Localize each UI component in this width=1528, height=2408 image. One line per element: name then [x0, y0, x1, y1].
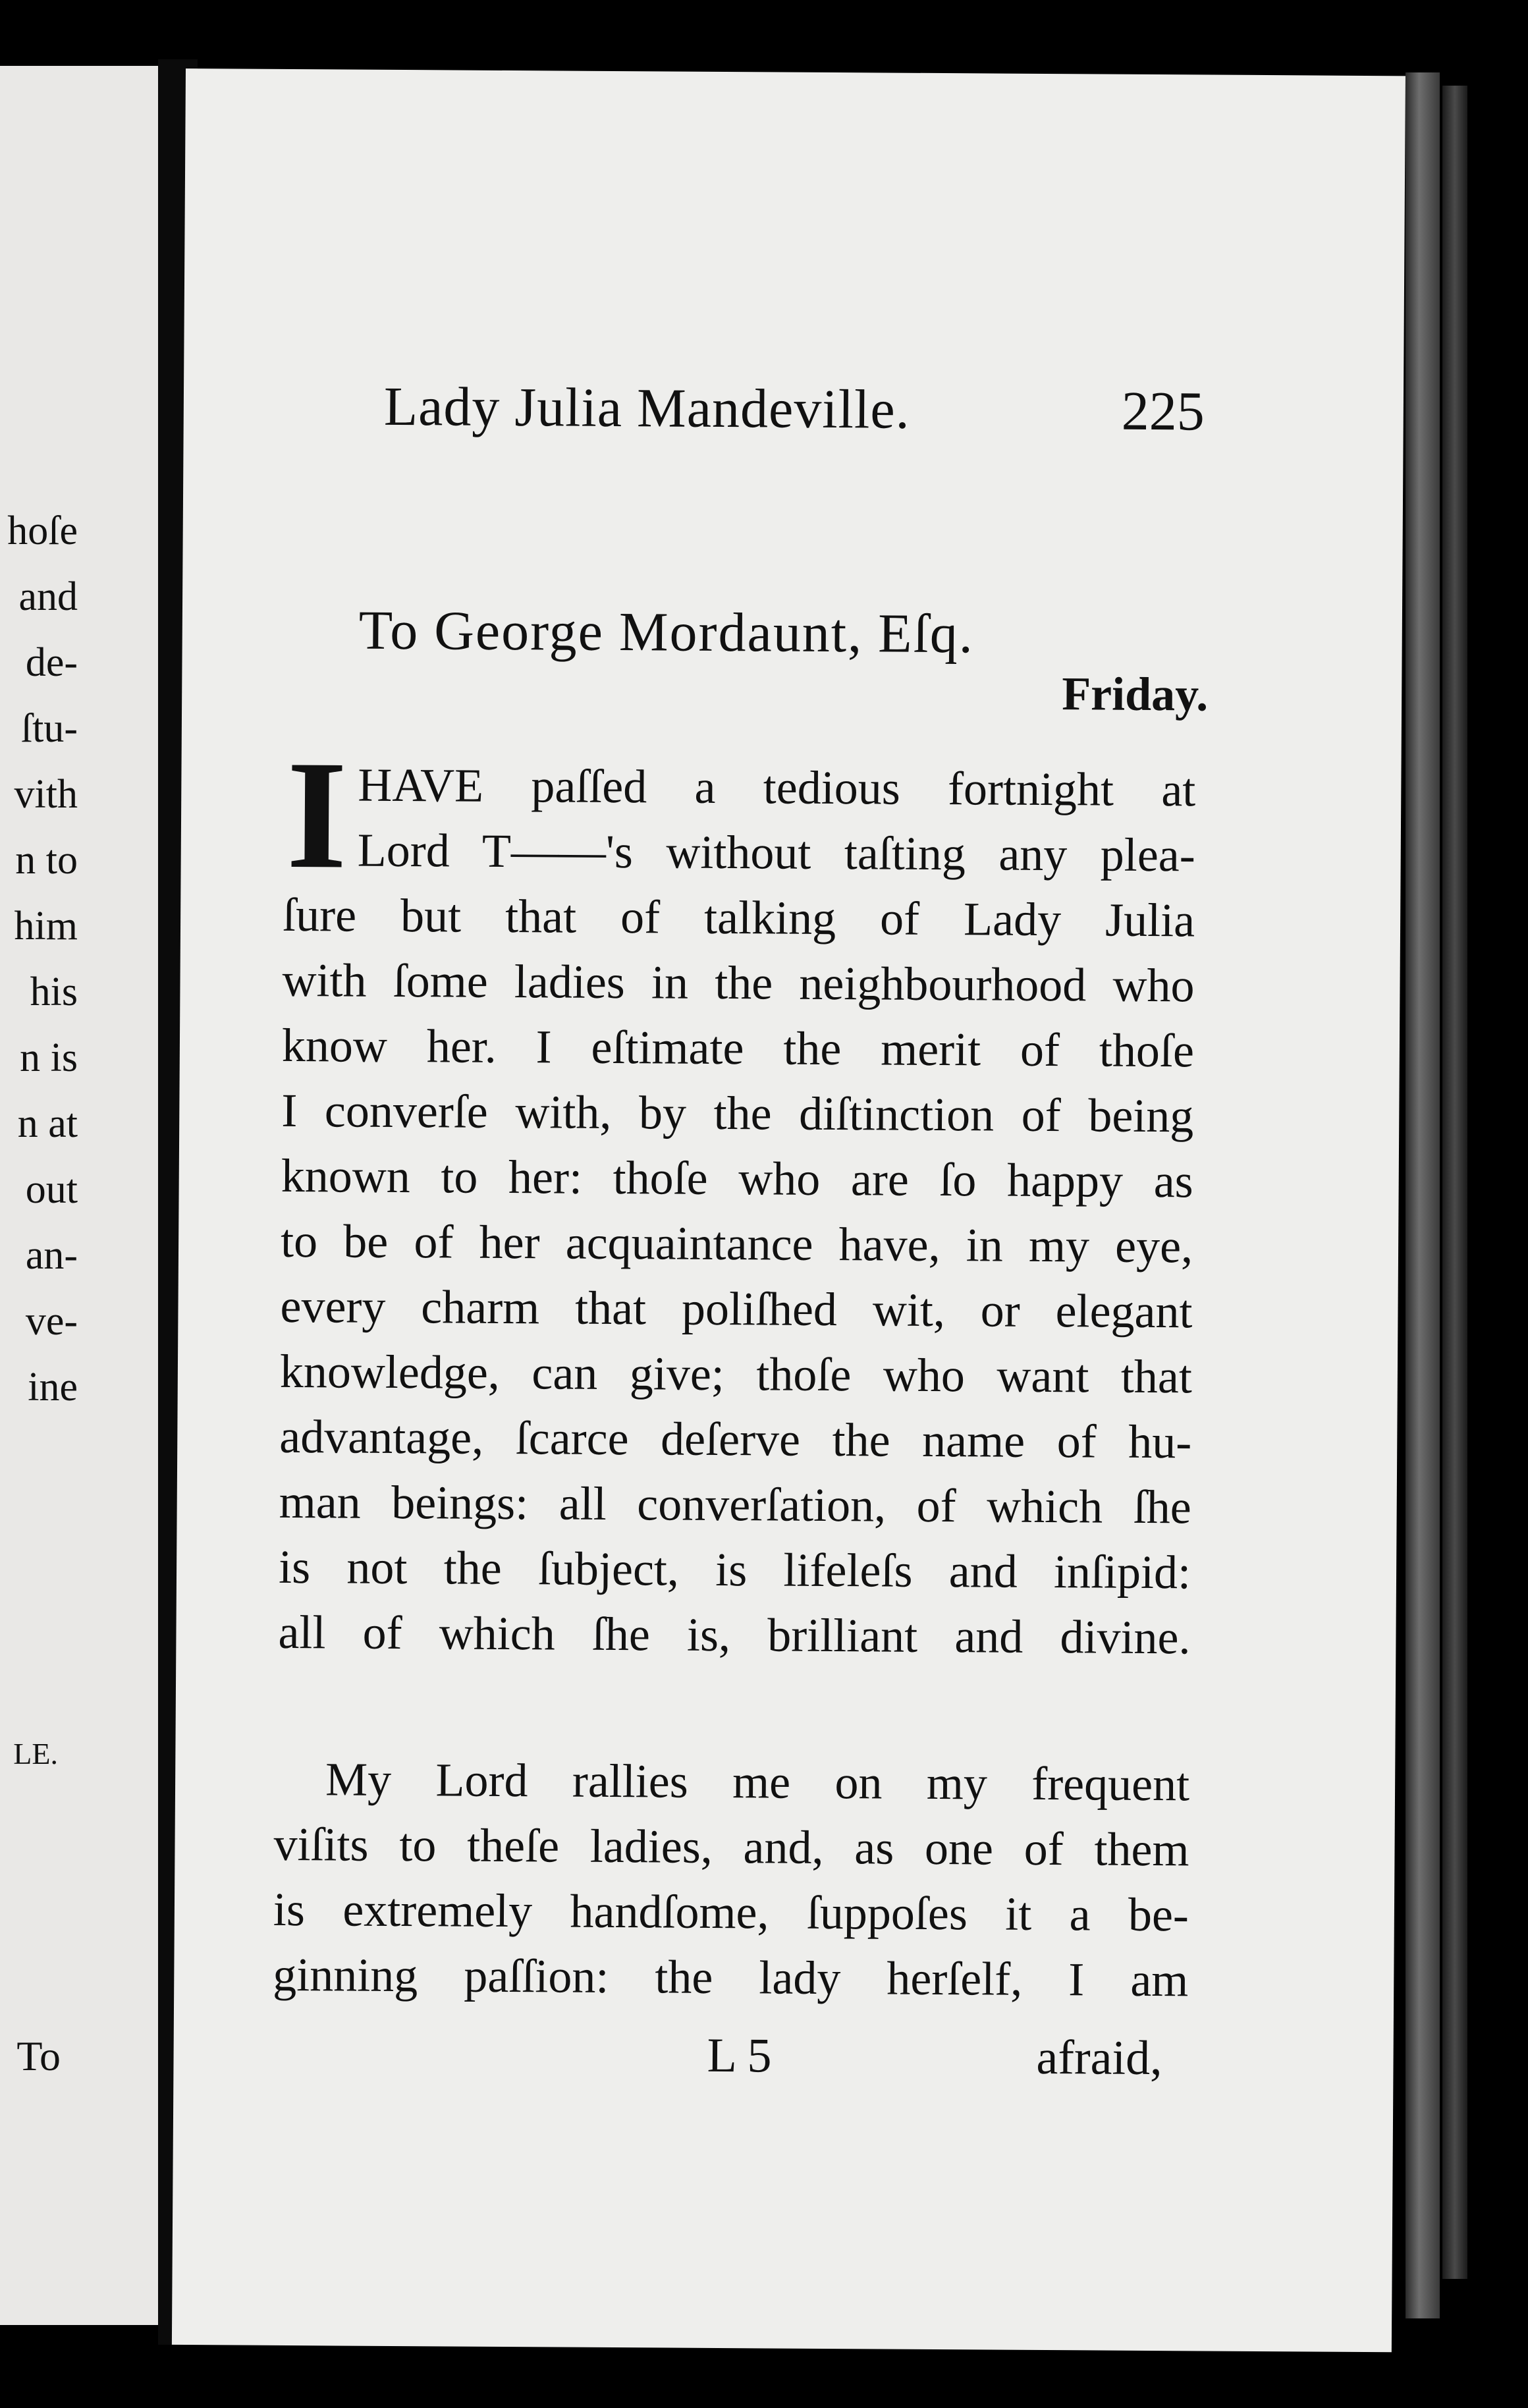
book-page: [172, 68, 1405, 2352]
left-page-catchword-fragment: To: [16, 2033, 61, 2079]
text-line: advantage, ſcarce deſerve the name of hu-: [279, 1409, 1192, 1469]
text-line: viſits to theſe ladies, and, as one of them: [273, 1817, 1189, 1876]
left-page-line: hoſe: [7, 508, 78, 553]
catchword: afraid,: [1036, 2030, 1162, 2086]
left-page-line: an-: [25, 1233, 78, 1278]
left-page-fragment: [0, 66, 158, 2325]
left-page-line: de-: [25, 640, 78, 685]
text-line: HAVE paſſed a tedious fortnight at: [358, 758, 1196, 817]
text-line: My Lord rallies me on my frequent: [325, 1753, 1190, 1811]
page-number: 225: [1121, 380, 1205, 443]
text-line: to be of her acquaintance have, in my eye,: [280, 1214, 1193, 1273]
running-head: Lady Julia Mandeville.: [383, 375, 910, 441]
text-line: man beings: all converſation, of which ſhe: [279, 1475, 1191, 1534]
letter-dateline: Friday.: [1061, 667, 1209, 721]
left-page-line: n at: [17, 1101, 78, 1146]
left-page-line: vith: [14, 772, 78, 817]
left-page-line: n to: [15, 838, 78, 883]
letter-salutation: To George Mordaunt, Eſq.: [358, 599, 975, 665]
text-line: with ſome ladies in the neighbourhood who: [282, 953, 1195, 1012]
text-line: all of which ſhe is, brilliant and divine.: [278, 1605, 1191, 1664]
drop-cap: I: [286, 728, 348, 902]
book-cover-edge: [1442, 86, 1467, 2279]
left-page-line: him: [14, 904, 78, 948]
left-page-line: ve-: [25, 1299, 78, 1344]
text-line: ginning paſſion: the lady herſelf, I am: [273, 1948, 1189, 2007]
text-line: Lord T——'s without taſting any plea-: [357, 823, 1195, 882]
text-line: known to her: thoſe who are ſo happy as: [281, 1149, 1193, 1208]
left-page-line: and: [18, 574, 78, 619]
left-page-line: his: [30, 970, 78, 1014]
text-line: ſure but that of talking of Lady Julia: [282, 888, 1195, 947]
page-edges: [1405, 72, 1440, 2318]
text-line: is not the ſubject, is lifeleſs and inſipid:: [278, 1540, 1191, 1599]
text-line: knowledge, can give; thoſe who want that: [279, 1344, 1193, 1404]
text-line: is extremely handſome, ſuppoſes it a be-: [273, 1882, 1189, 1942]
left-page-line: ſtu-: [20, 706, 78, 751]
text-line: know her. I eſtimate the merit of thoſe: [281, 1018, 1195, 1078]
left-page-line: ine: [28, 1365, 78, 1409]
text-line: every charm that poliſhed wit, or elegant: [280, 1279, 1193, 1338]
signature-mark: L 5: [707, 2028, 772, 2083]
text-line: I converſe with, by the diſtinction of being: [281, 1083, 1194, 1143]
left-page-line: out: [25, 1167, 78, 1212]
left-page-line: n is: [20, 1035, 78, 1080]
left-page-runner-fragment: LE.: [13, 1737, 58, 1770]
